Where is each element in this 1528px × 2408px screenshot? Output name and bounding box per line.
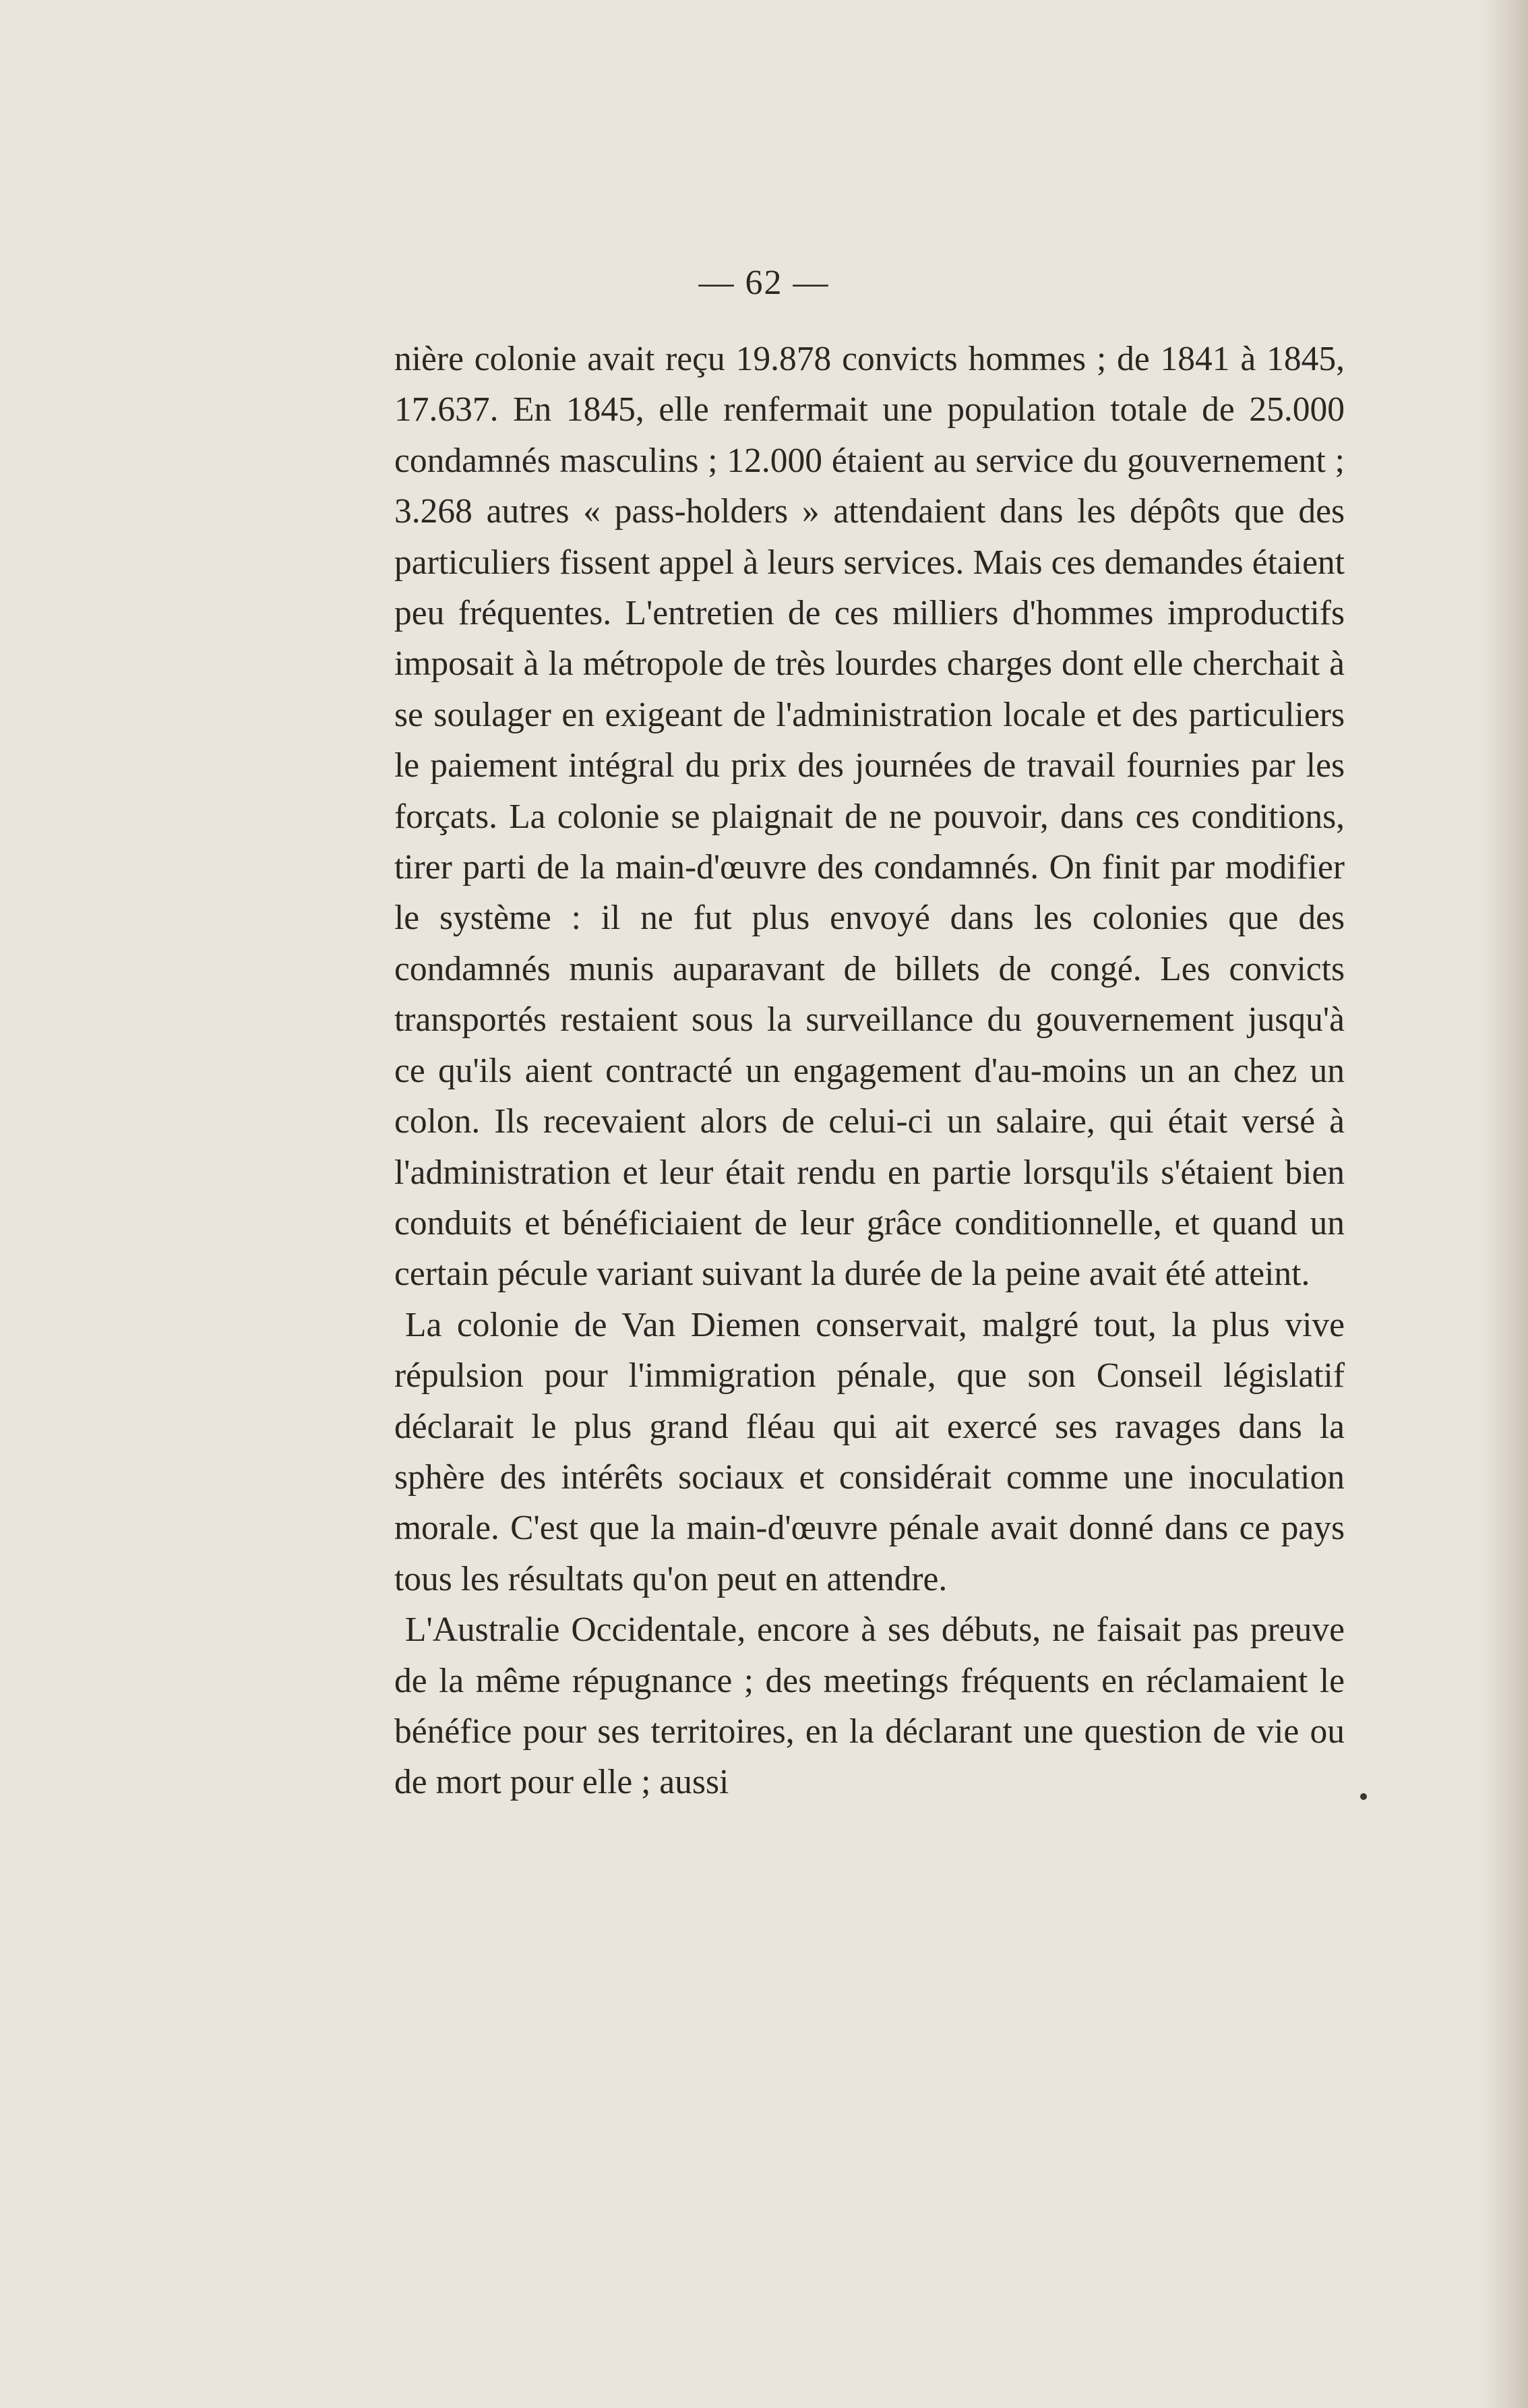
paragraph-1: nière colonie avait reçu 19.878 convicts hommes ; de 1841 à 1845, 17.637. En 1845, elle renfermait une population totale de 25.000 condamnés masculins ; 12.000 étaient au service du gouvernement ; 3.268 autres « pass-holders » attendaient dans les dépôts que des particuliers fissent appel à leurs services. Mais ces demandes étaient peu fréquentes. L'entretien de ces milliers d'hommes improductifs imposait à la métropole de très lourdes charges dont elle cherchait à se soulager en exigeant de l'administration locale et des particuliers le paiement intégral du prix des journées de travail fournies par les forçats. La colonie se plaignait de ne pouvoir, dans ces conditions, tirer parti de la main-d'œuvre des condamnés. On finit par modifier le système : il ne fut plus envoyé dans les colonies que des condamnés munis auparavant de billets de congé. Les convicts transportés restaient sous la surveillance du gouvernement jusqu'à ce qu'ils aient contracté un engagement d'au-moins un an chez un colon. Ils recevaient alors de celui-ci un salaire, qui était versé à l'administration et leur était rendu en partie lorsqu'ils s'étaient bien conduits et bénéficiaient de leur grâce conditionnelle, et quand un certain pécule variant suivant la durée de la peine avait été atteint.	[394, 340, 1345, 1294]
body-text	[394, 334, 1345, 1808]
page-number: — 62 —	[698, 264, 830, 302]
paragraph-2: La colonie de Van Diemen conservait, malgré tout, la plus vive répulsion pour l'immigration pénale, que son Conseil législatif déclarait le plus grand fléau qui ait exercé ses ravages dans la sphère des intérêts sociaux et considérait comme une inoculation morale. C'est que la main-d'œuvre pénale avait donné dans ce pays tous les résultats qu'on peut en attendre.	[394, 1305, 1345, 1598]
page-edge-shadow	[1481, 0, 1528, 2408]
ink-speck	[1360, 1793, 1367, 1800]
paragraph-3: L'Australie Occidentale, encore à ses débuts, ne faisait pas preuve de la même répugnance ; des meetings fréquents en réclamaient le bénéfice pour ses territoires, en la déclarant une question de vie ou de mort pour elle ; aussi	[394, 1611, 1345, 1802]
